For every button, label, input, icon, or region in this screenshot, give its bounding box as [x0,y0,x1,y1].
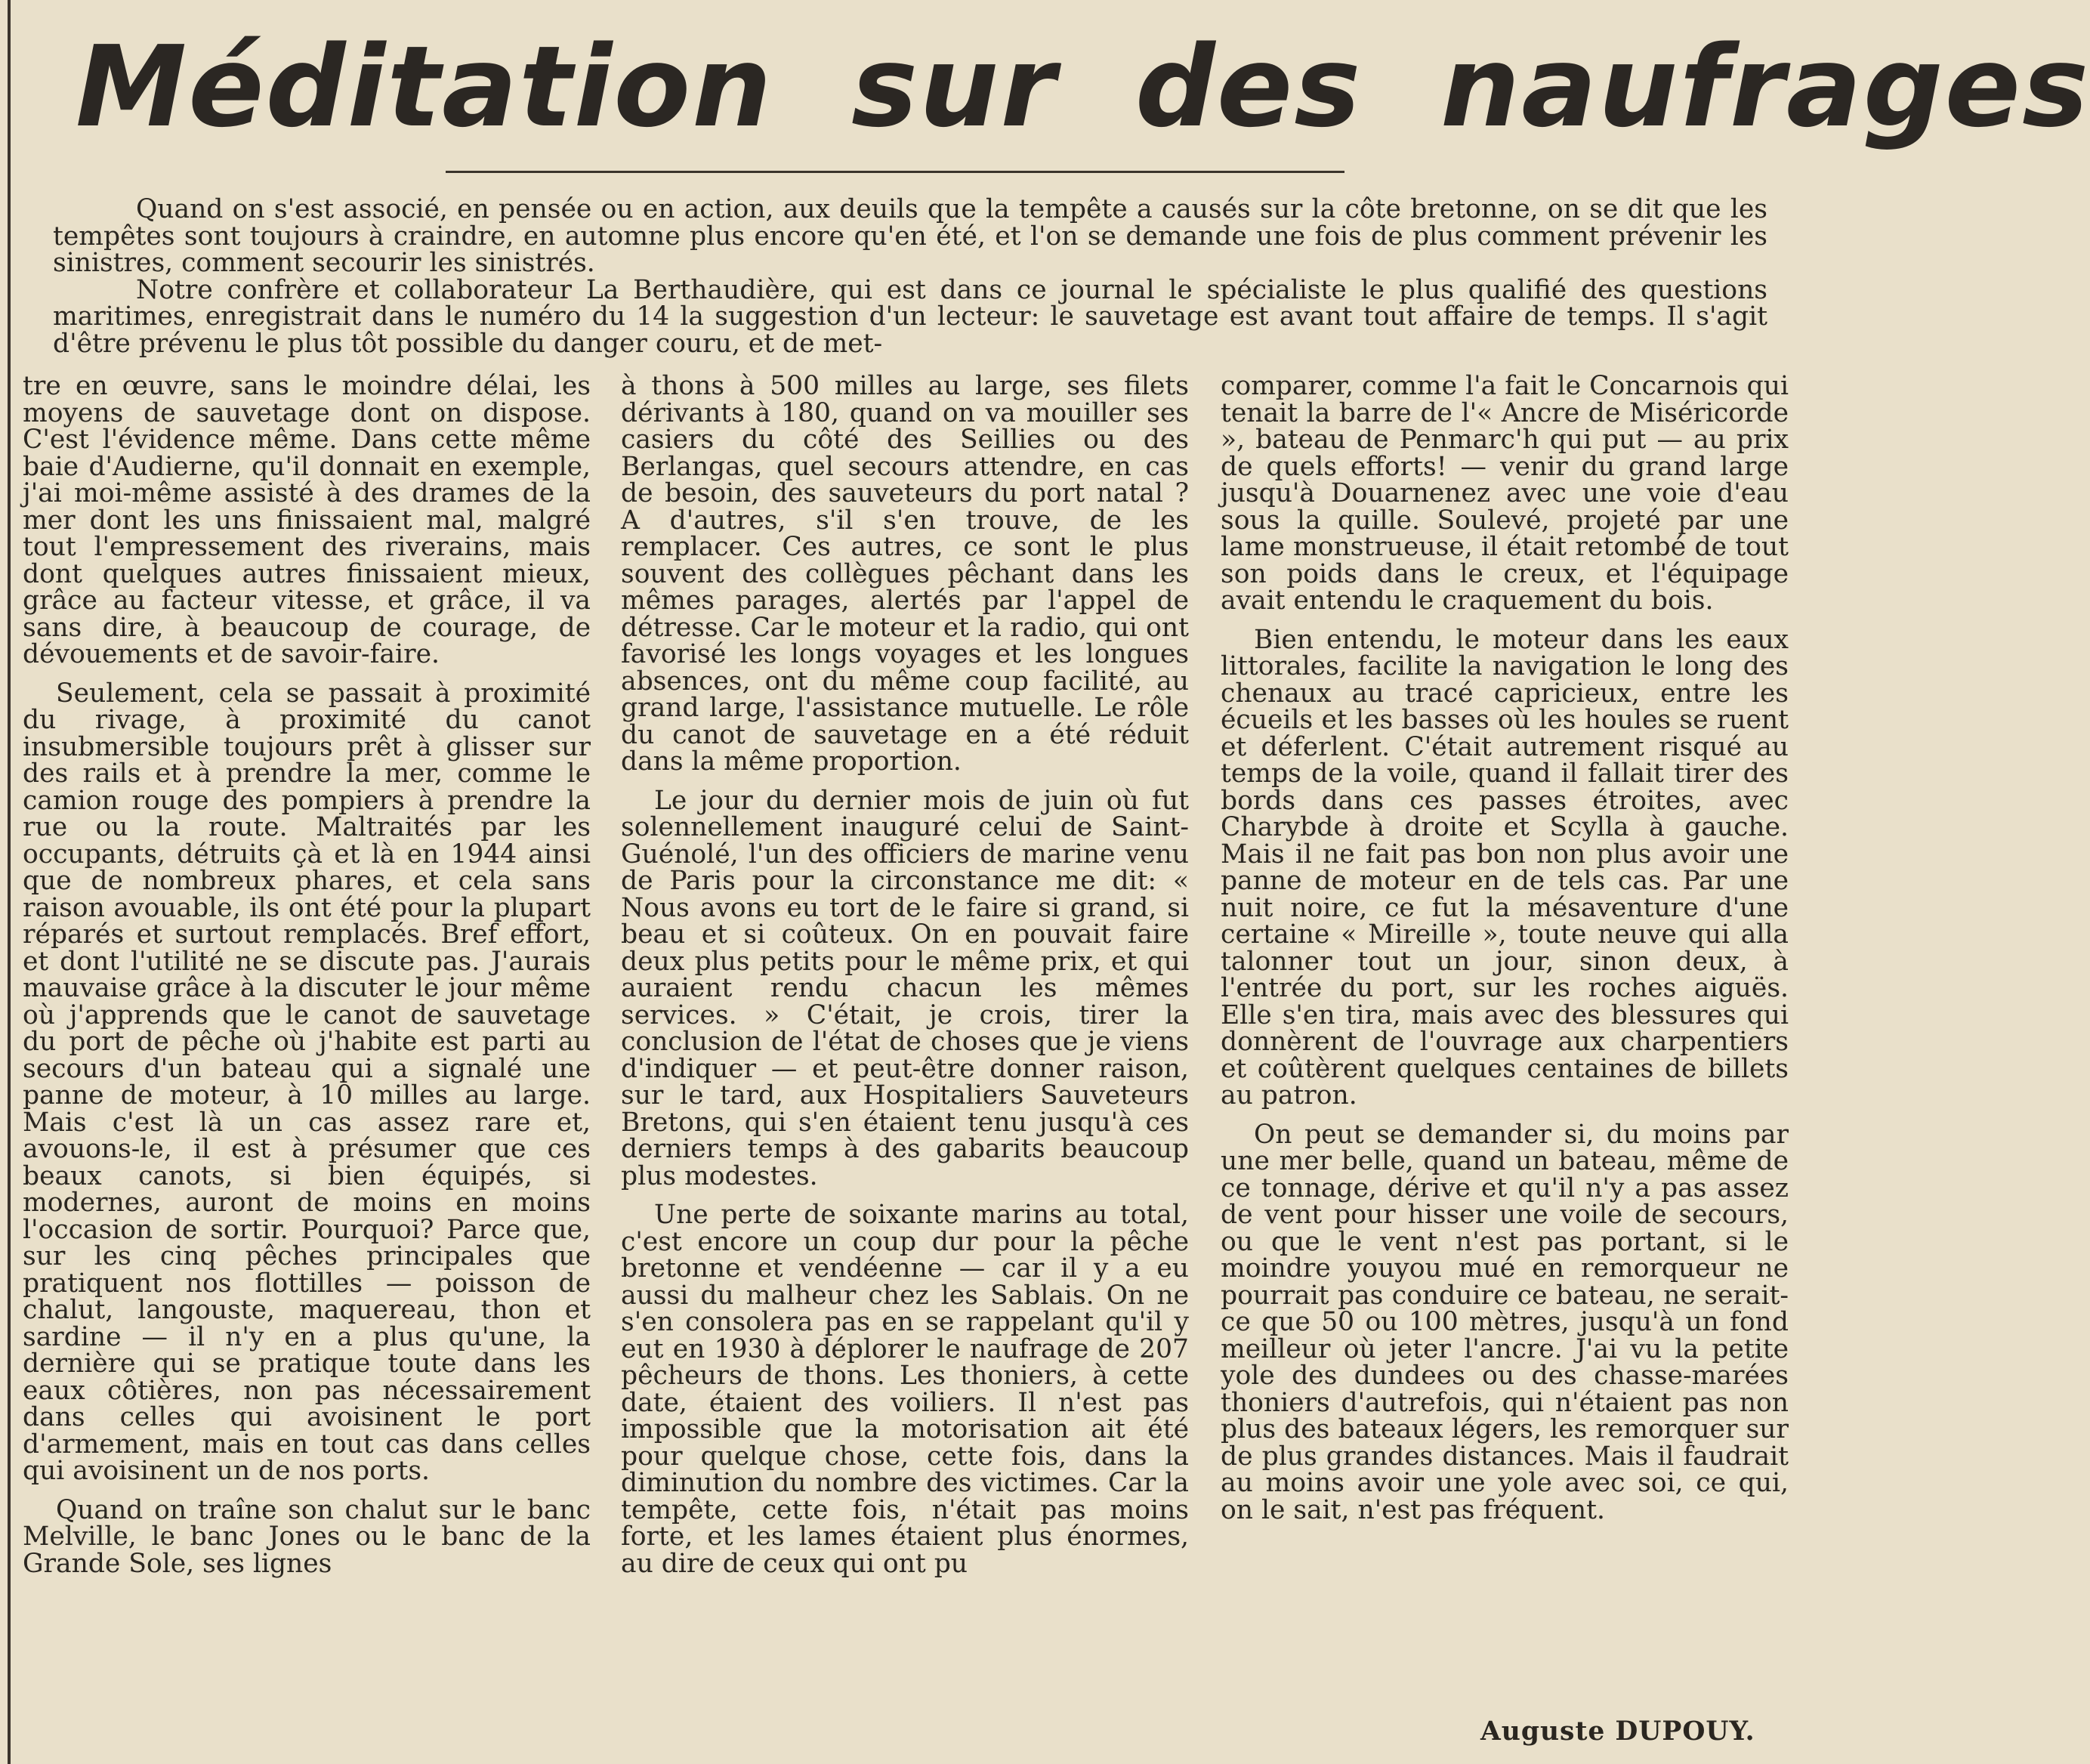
body-paragraph: comparer, comme l'a fait le Concarnois qui tenait la barre de l'« Ancre de Miséricorde », bateau de Penmarc'h qui put — au prix de quels efforts! — venir du grand large jusqu'à Douarnenez avec une voie d'eau sous la quille. Soulevé, projeté par une lame monstrueuse, il était retombé de tout son poids dans le creux, et l'équipage avait entendu le craquement du bois. [1221,371,1789,616]
intro-paragraph: Notre confrère et collaborateur La Berthaudière, qui est dans ce journal le spécialiste le plus qualifié des questions maritimes, enregistrait dans le numéro du 14 la suggestion d'un lecteur: le sauvetage est avant tout affaire de temps. Il s'agit d'être prévenu le plus tôt possible du danger couru, et de met- [53,274,1767,359]
article-column-1 [23,373,591,1589]
body-paragraph: On peut se demander si, du moins par une mer belle, quand un bateau, même de ce tonnage, dérive et qu'il n'y a pas assez de vent pour hisser une voile de secours, ou que le vent n'est pas portant, si le moindre youyou mué en remorqueur ne pourrait pas conduire ce bateau, ne serait-ce que 50 ou 100 mètres, jusqu'à un fond meilleur où jeter l'ancre. J'ai vu la petite yole des dundees ou des chasse-marées thoniers d'autrefois, qui n'étaient pas non plus des bateaux légers, les remorquer sur de plus grandes distances. Mais il faudrait au moins avoir une yole avec soi, ce qui, on le sait, n'est pas fréquent. [1221,1119,1789,1525]
body-paragraph: Seulement, cela se passait à proximité du rivage, à proximité du canot insubmersible toujours prêt à glisser sur des rails et à prendre la mer, comme le camion rouge des pompiers à prendre la rue ou la route. Maltraités par les occupants, détruits çà et là en 1944 ainsi que de nombreux phares, et cela sans raison avouable, ils ont été pour la plupart réparés et surtout remplacés. Bref effort, et dont l'utilité ne se discute pas. J'aurais mauvaise grâce à la discuter le jour même où j'apprends que le canot de sauvetage du port de pêche où j'habite est parti au secours d'un bateau qui a signalé une panne de moteur, à 10 milles au large. Mais c'est là un cas assez rare et, avouons-le, il est à présumer que ces beaux canots, si bien équipés, si modernes, auront de moins en moins l'occasion de sortir. Pourquoi? Parce que, sur les cinq pêches principales que pratiquent nos flottilles — poisson de chalut, langouste, maquereau, thon et sardine — il n'y en a plus qu'une, la dernière qui se pratique toute dans les eaux côtières, non pas nécessairement dans celles qui avoisinent le port d'armement, mais en tout cas dans celles qui avoisinent un de nos ports. [23,678,591,1486]
body-paragraph: Quand on traîne son chalut sur le banc Melville, le banc Jones ou le banc de la Grande Sole, ses lignes [23,1494,591,1579]
body-paragraph: Le jour du dernier mois de juin où fut solennellement inauguré celui de Saint-Guénolé, l'un des officiers de marine venu de Paris pour la circonstance me dit: « Nous avons eu tort de le faire si grand, si beau et si coûteux. On en pouvait faire deux plus petits pour le même prix, et qui auraient rendu chacun les mêmes services. » C'était, je crois, tirer la conclusion de l'état de choses que je viens d'indiquer — et peut-être donner raison, sur le tard, aux Hospitaliers Sauveteurs Bretons, qui s'en étaient tenu jusqu'à ces derniers temps à des gabarits beaucoup plus modestes. [621,785,1189,1191]
article-column-3 [1221,373,1789,1536]
article-column-2 [621,373,1189,1589]
body-paragraph: à thons à 500 milles au large, ses filets dérivants à 180, quand on va mouiller ses casiers du côté des Seillies ou des Berlangas, quel secours attendre, en cas de besoin, des sauveteurs du port natal ? A d'autres, s'il s'en trouve, de les remplacer. Ces autres, ce sont le plus souvent des collègues pêchant dans les mêmes parages, alertés par l'appel de détresse. Car le moteur et la radio, qui ont favorisé les longs voyages et les longues absences, ont du même coup facilité, au grand large, l'assistance mutuelle. Le rôle du canot de sauvetage en a été réduit dans la même proportion. [621,371,1189,777]
author-signature: Auguste DUPOUY. [1480,1716,1755,1747]
body-paragraph: Bien entendu, le moteur dans les eaux littorales, facilite la navigation le long des chenaux au tracé capricieux, entre les écueils et les basses où les houles se ruent et déferlent. C'était autrement risqué au temps de la voile, quand il fallait tirer des bords dans ces passes étroites, avec Charybde à droite et Scylla à gauche. Mais il ne fait pas bon non plus avoir une panne de moteur en de tels cas. Par une nuit noire, ce fut la mésaventure d'une certaine « Mireille », toute neuve qui alla talonner tout un jour, sinon deux, à l'entrée du port, sur les roches aiguës. Elle s'en tira, mais avec des blessures qui donnèrent de l'ouvrage aux charpentiers et coûtèrent quelques centaines de billets au patron. [1221,624,1789,1111]
body-paragraph: Une perte de soixante marins au total, c'est encore un coup dur pour la pêche bretonne et vendéenne — car il y a eu aussi du malheur chez les Sablais. On ne s'en consolera pas en se rappelant qu'il y eut en 1930 à déplorer le naufrage de 207 pêcheurs de thons. Les thoniers, à cette date, étaient des voiliers. Il n'est pas impossible que la motorisation ait été pour quelque chose, cette fois, dans la diminution du nombre des victimes. Car la tempête, cette fois, n'était pas moins forte, et les lames étaient plus énormes, au dire de ceux qui ont pu [621,1200,1189,1579]
column-rule-left [8,0,11,1764]
article-title: Méditation sur des naufrages [76,22,2090,152]
article-intro [53,196,1767,357]
body-paragraph: tre en œuvre, sans le moindre délai, les moyens de sauvetage dont on dispose. C'est l'évidence même. Dans cette même baie d'Audierne, qu'il donnait en exemple, j'ai moi-même assisté à des drames de la mer dont les uns finissaient mal, malgré tout l'empressement des riverains, mais dont quelques autres finissaient mieux, grâce au facteur vitesse, et grâce, il va sans dire, à beaucoup de courage, de dévouements et de savoir-faire. [23,371,591,669]
title-divider [446,171,1344,173]
intro-paragraph: Quand on s'est associé, en pensée ou en action, aux deuils que la tempête a causés sur la côte bretonne, on se dit que les tempêtes sont toujours à craindre, en automne plus encore qu'en été, et l'on se demande une fois de plus comment prévenir les sinistres, comment secourir les sinistrés. [53,194,1767,278]
